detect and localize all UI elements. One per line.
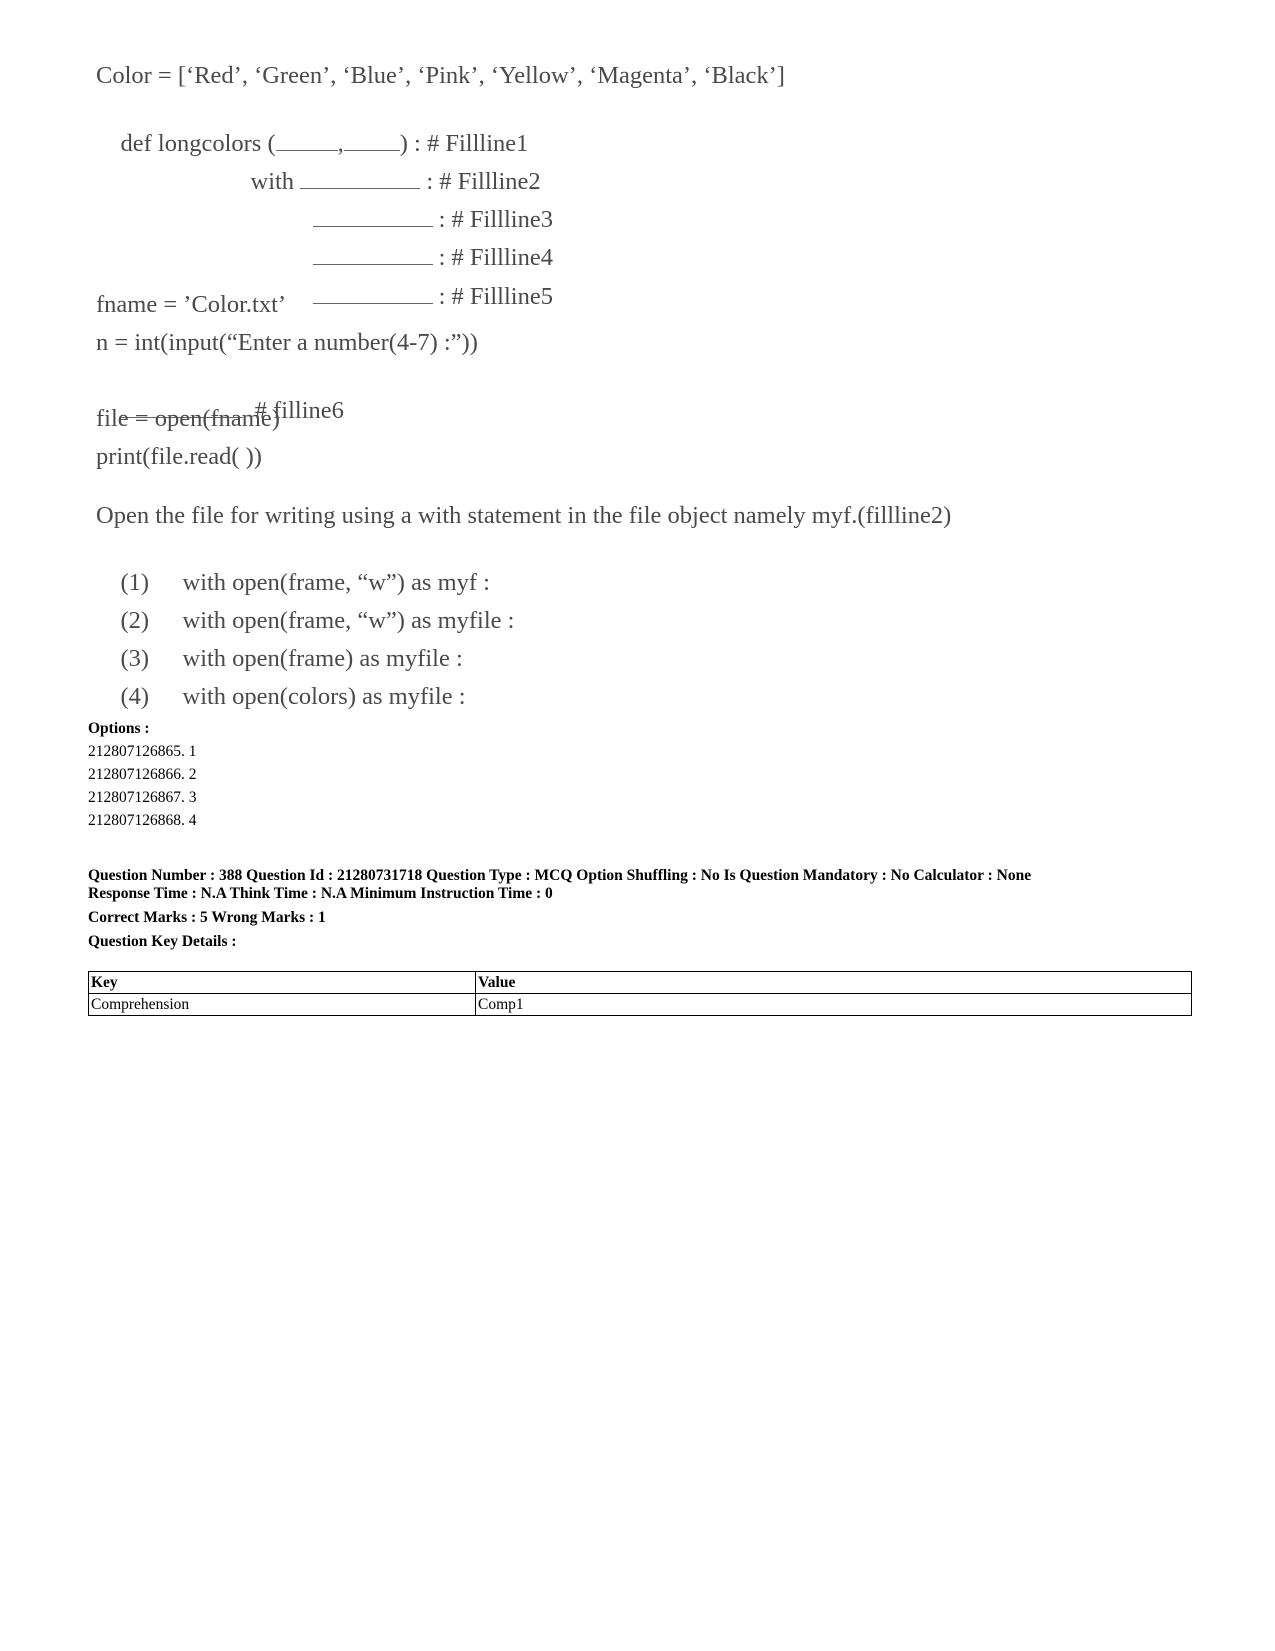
- question-meta-line2: Response Time : N.A Think Time : N.A Minimum Instruction Time : 0: [88, 885, 553, 902]
- option-item-3[interactable]: 212807126867. 3: [88, 789, 197, 806]
- key-details-heading: Question Key Details :: [88, 933, 237, 950]
- code-line-open: file = open(fname): [96, 405, 280, 432]
- question-image: [88, 55, 1138, 715]
- options-heading: Options :: [88, 720, 150, 737]
- table-header-value: Value: [476, 972, 1192, 994]
- choice-text: with open(frame, “w”) as myf :: [182, 569, 490, 596]
- code-with-prefix: with: [250, 168, 295, 195]
- table-header-row: [89, 972, 1192, 994]
- option-item-4[interactable]: 212807126868. 4: [88, 812, 197, 829]
- code-line-fname: fname = ’Color.txt’: [96, 291, 287, 318]
- code-fill4-suffix: : # Fillline4: [438, 244, 553, 271]
- code-fill6-suffix: # filline6: [254, 397, 344, 424]
- choice-text: with open(colors) as myfile :: [182, 683, 466, 710]
- question-meta-line1: Question Number : 388 Question Id : 21280731718 Question Type : MCQ Option Shuffling : No Is Question Mandatory : No Calculator : None: [88, 867, 1032, 884]
- marks-info: Correct Marks : 5 Wrong Marks : 1: [88, 909, 326, 926]
- code-def-prefix: def longcolors (: [120, 130, 276, 157]
- code-line-input: n = int(input(“Enter a number(4-7) :”)): [96, 329, 478, 356]
- code-fill5-suffix: : # Fillline5: [438, 283, 553, 310]
- question-text: Open the file for writing using a with statement in the file object namely myf.(fillline2): [96, 502, 952, 529]
- choice-text: with open(frame, “w”) as myfile :: [182, 607, 515, 634]
- choice-number: (1): [120, 569, 150, 596]
- key-details-table: [88, 971, 1192, 1016]
- code-def-suffix: ) : # Fillline1: [399, 130, 529, 157]
- code-line-color-list: Color = [‘Red’, ‘Green’, ‘Blue’, ‘Pink’, ‘Yellow’, ‘Magenta’, ‘Black’]: [96, 62, 785, 89]
- code-def-comma: ,: [337, 130, 344, 157]
- blank-fill-5: [313, 285, 433, 304]
- choice-text: with open(frame) as myfile :: [182, 645, 463, 672]
- table-row: [89, 994, 1192, 1016]
- option-item-1[interactable]: 212807126865. 1: [88, 743, 197, 760]
- choice-number: (2): [120, 607, 150, 634]
- table-cell-key: Comprehension: [89, 994, 476, 1016]
- choice-number: (3): [120, 645, 150, 672]
- code-fill3-suffix: : # Fillline3: [438, 206, 553, 233]
- table-cell-value: Comp1: [476, 994, 1192, 1016]
- code-line-print: print(file.read( )): [96, 443, 262, 470]
- code-with-suffix: : # Fillline2: [426, 168, 541, 195]
- choice-number: (4): [120, 683, 150, 710]
- choice-4: [96, 652, 466, 742]
- option-item-2[interactable]: 212807126866. 2: [88, 766, 197, 783]
- table-header-key: Key: [89, 972, 476, 994]
